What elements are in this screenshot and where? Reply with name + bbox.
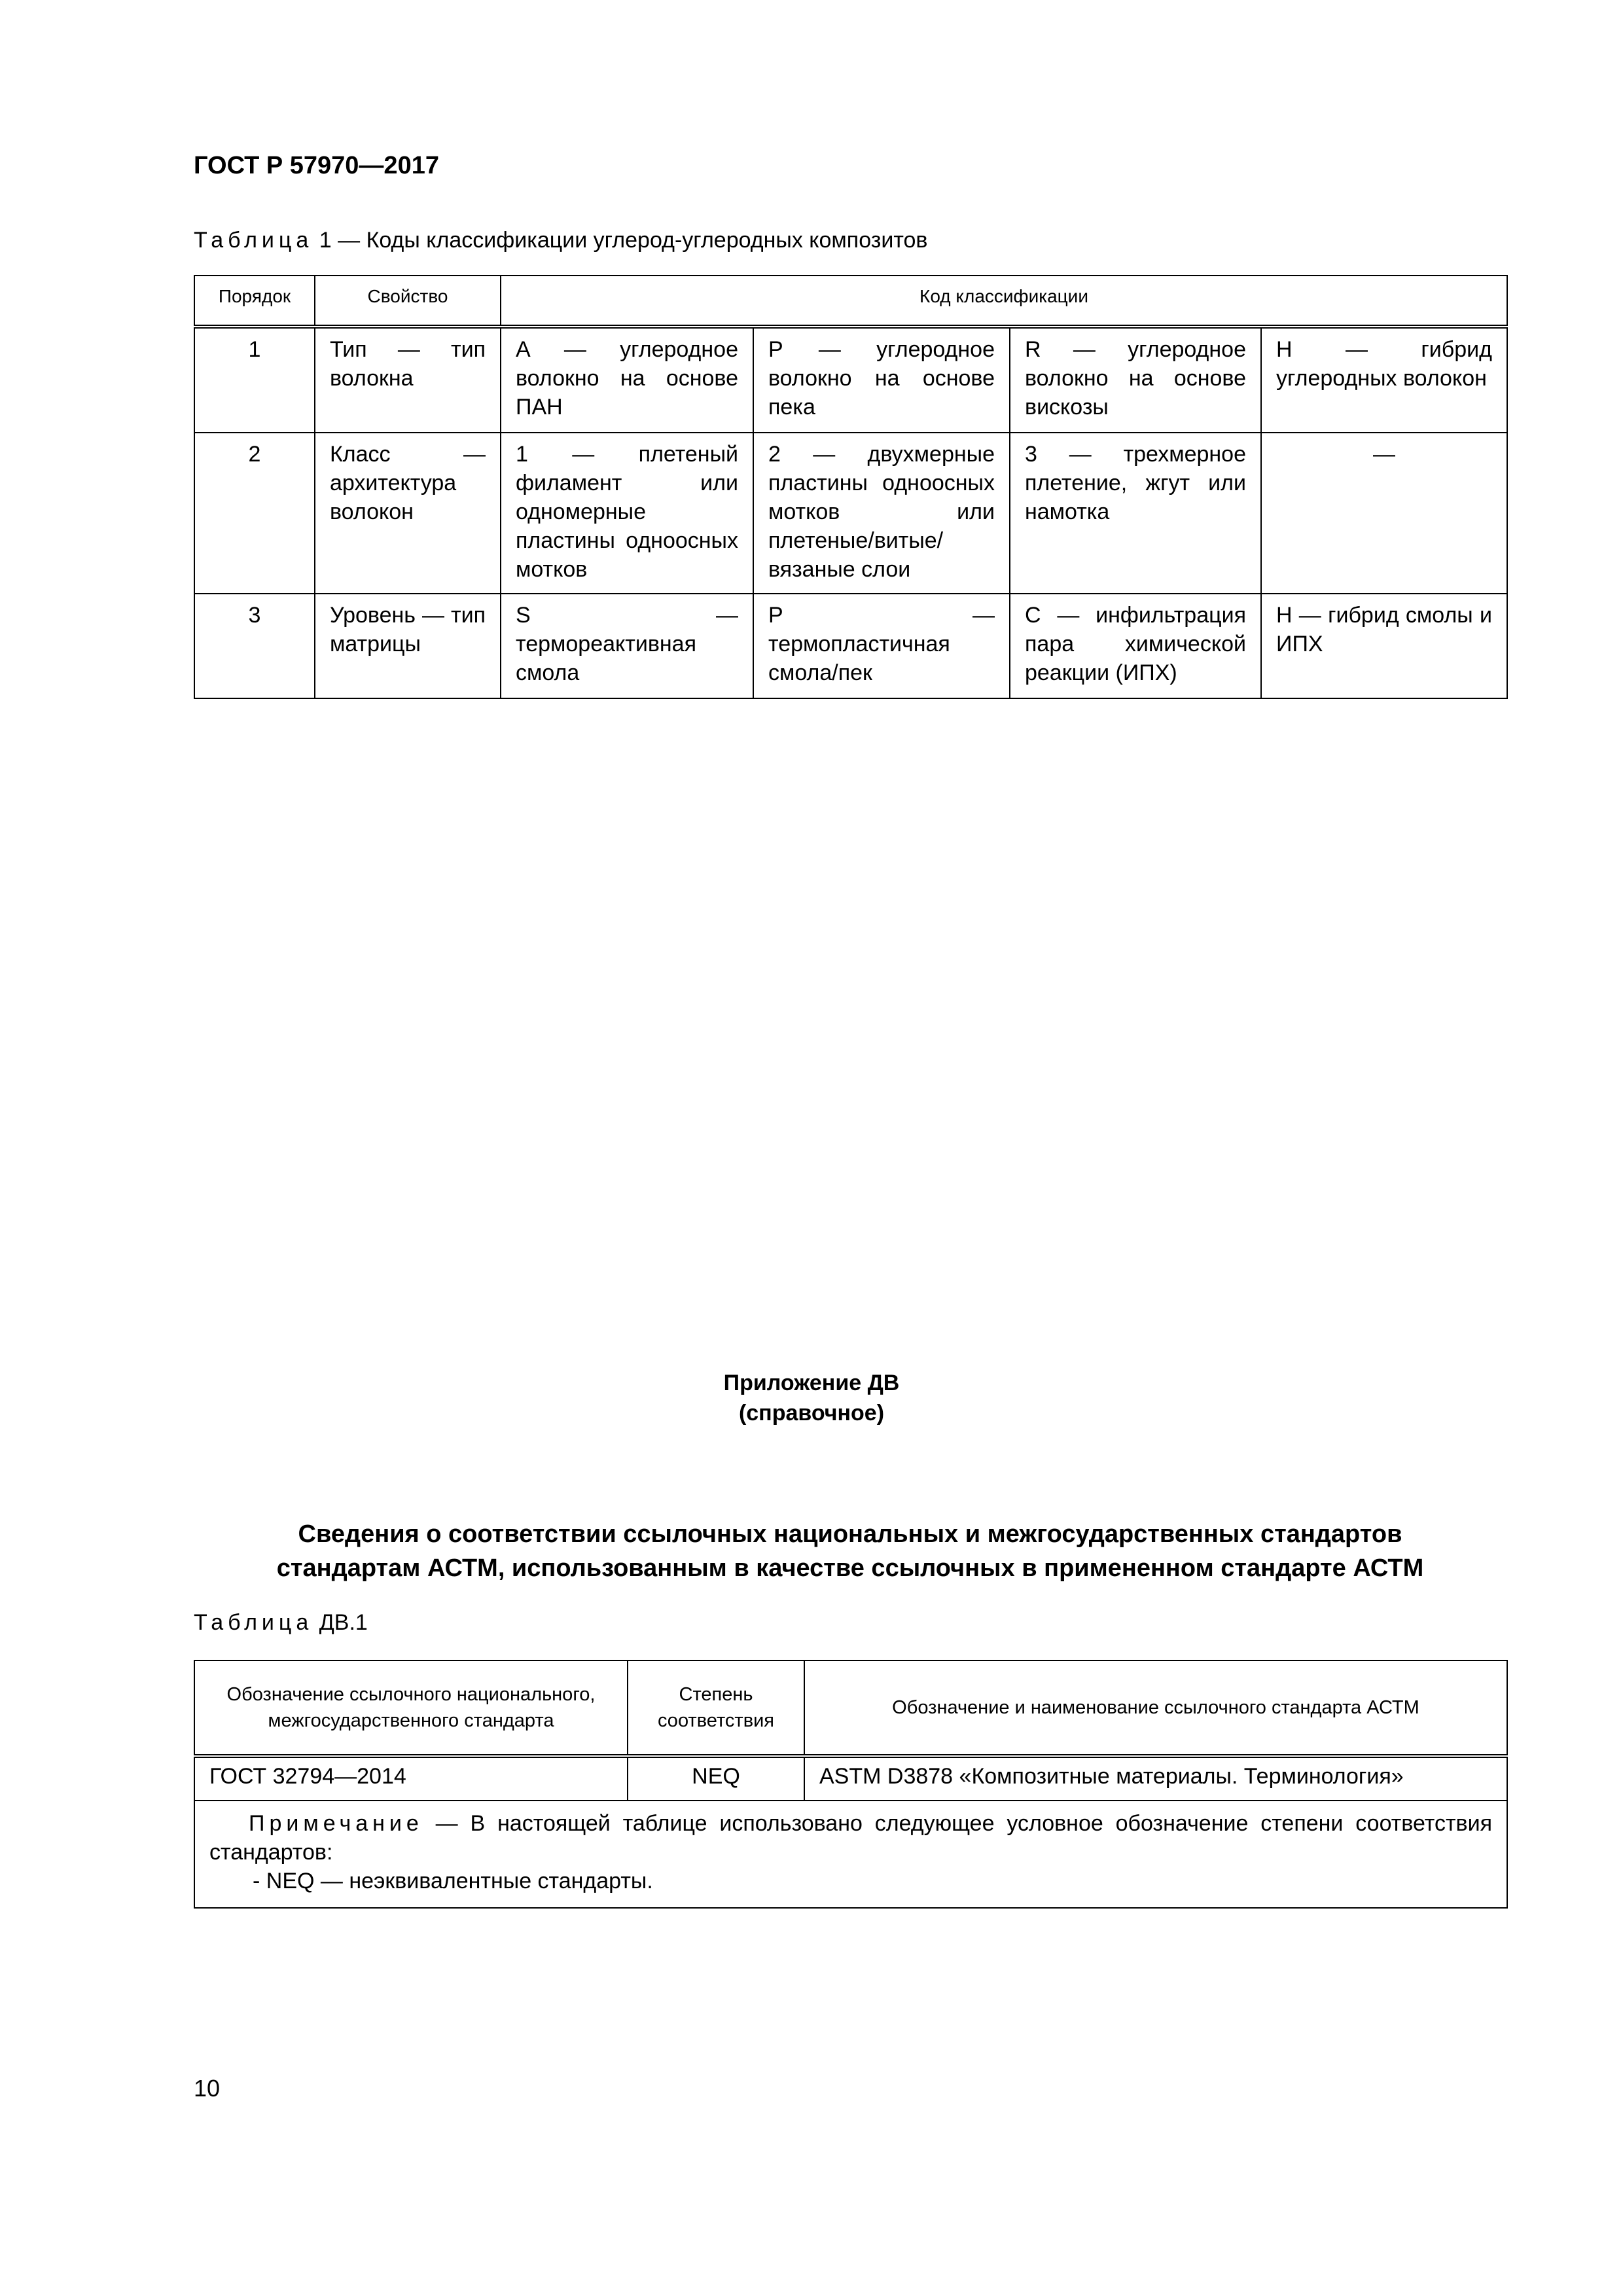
table-dv1-caption-text: ДВ.1 [319,1610,368,1635]
appendix-subtitle: (справочное) [738,1401,885,1426]
table-note-row [194,1801,1507,1908]
note-body: — В настоящей таблице использовано следующее условное обозначение степени соответствия стандартов: [209,1811,1492,1865]
table-cell-degree: NEQ [628,1756,804,1801]
table1-header-cell: Порядок [194,276,315,327]
table1-caption-text: 1 — Коды классификации углерод-углеродных композитов [319,228,928,253]
table-cell-code: 1 — плетеный филамент или одномерные пластины одноосных мотков [501,433,753,594]
table-cell-code: Н — гибрид углеродных волокон [1261,327,1507,433]
standards-correspondence-table [194,1660,1508,1909]
table-dv1-header-row [194,1660,1507,1756]
table-cell-code: — [1261,433,1507,594]
classification-codes-table [194,275,1508,699]
document-code: ГОСТ Р 57970—2017 [194,152,439,179]
table-dv1-caption [194,1610,368,1636]
table-cell-order: 2 [194,433,315,594]
table-cell-code: Р — углеродное волокно на основе пека [753,327,1010,433]
table-cell-property: Тип — тип волокна [315,327,501,433]
table-cell-code: С — инфильтрация пара химической реакции (ИПХ) [1010,594,1261,698]
table-dv1-header-cell: Степень соответствия [628,1660,804,1756]
table1-caption [194,228,928,253]
appendix-heading-line-1: Сведения о соответствии ссылочных национальных и межгосударственных стандартов [298,1520,1402,1548]
table1-caption-prefix: Таблица [194,228,313,253]
table1-header-cell: Код классификации [501,276,1507,327]
appendix-title: Приложение ДВ [723,1371,900,1395]
note-label: Примечание [249,1811,423,1836]
table-note [194,1801,1507,1908]
table-dv1-header-cell: Обозначение и наименование ссылочного стандарта АСТМ [804,1660,1507,1756]
table-cell-designation: ГОСТ 32794—2014 [194,1756,628,1801]
table-dv1-header-cell: Обозначение ссылочного национального, межгосударственного стандарта [194,1660,628,1756]
table-cell-code: А — углеродное волокно на основе ПАН [501,327,753,433]
table-cell-property: Класс — архитектура волокон [315,433,501,594]
table-cell-code: Р — термопластичная смола/пек [753,594,1010,698]
table-cell-code: S — термореактивная смола [501,594,753,698]
table-cell-property: Уровень — тип матрицы [315,594,501,698]
table-cell-order: 3 [194,594,315,698]
table1-header-row [194,276,1507,327]
table-row [194,1756,1507,1801]
table-row [194,433,1507,594]
table-cell-code: 2 — двухмерные пластины одноосных мотков или плетеные/витые/вязаные слои [753,433,1010,594]
table-row [194,594,1507,698]
note-text [209,1809,1492,1867]
table-row [194,327,1507,433]
note-item: - NEQ — неэквивалентные стандарты. [253,1869,653,1893]
table-cell-code: 3 — трехмерное плетение, жгут или намотка [1010,433,1261,594]
table-dv1-caption-prefix: Таблица [194,1610,313,1635]
table-cell-code: Н — гибрид смолы и ИПХ [1261,594,1507,698]
appendix-heading-line-2: стандартам АСТМ, использованным в качестве ссылочных в примененном стандарте АСТМ [276,1554,1424,1582]
table-cell-code: R — углеродное волокно на основе вискозы [1010,327,1261,433]
table-cell-astm: ASTM D3878 «Композитные материалы. Терминология» [804,1756,1507,1801]
table1-header-cell: Свойство [315,276,501,327]
table-cell-order: 1 [194,327,315,433]
page-number: 10 [194,2075,221,2102]
